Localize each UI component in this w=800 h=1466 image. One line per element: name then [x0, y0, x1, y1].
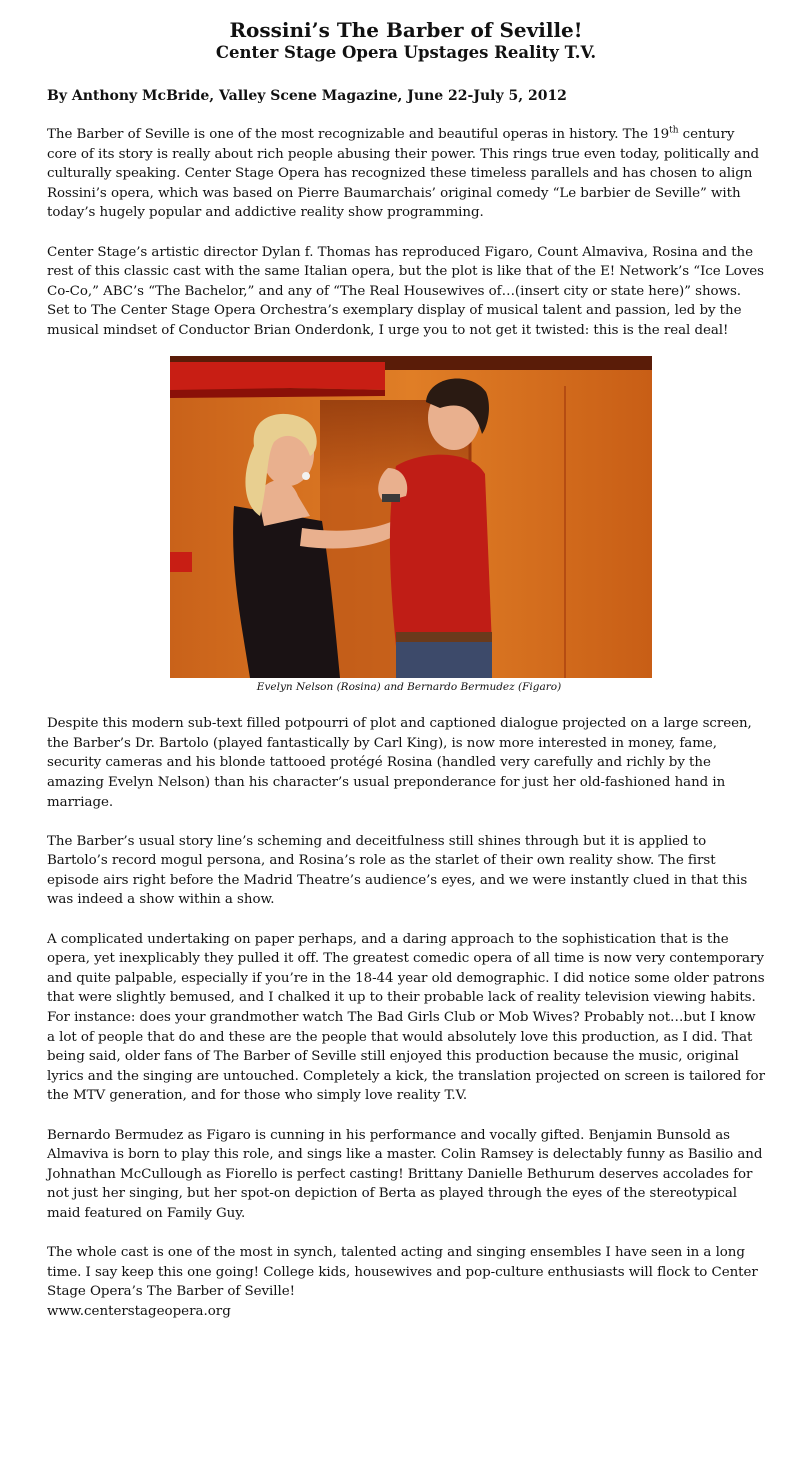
- earring: [302, 472, 310, 480]
- paragraph-2: Center Stage’s artistic director Dylan f. Thomas has reproduced Figaro, Count Almaviva, Rosina and the rest of this classic cast with the same Italian opera, but the plot is like that of the E! Network’s “Ice Loves Co-Co,” ABC’s “The Bachelor,” and any of “The Real Housewives of…(insert city or state here)” shows. Set to The Center Stage Opera Orchestra’s exemplary display of musical talent and passion, led by the musical mindset of Conductor Brian Onderdonk, I urge you to not get it twisted: this is the real deal!: [47, 244, 764, 338]
- red-panel: [170, 552, 192, 572]
- photo-caption: Evelyn Nelson (Rosina) and Bernardo Bermudez (Figaro): [256, 681, 562, 694]
- belt: [396, 632, 492, 642]
- website-link[interactable]: www.centerstageopera.org: [47, 1303, 231, 1319]
- photo-figure: [170, 356, 652, 694]
- byline: By Anthony McBride, Valley Scene Magazine, June 22-July 5, 2012: [47, 88, 567, 104]
- paragraph-7: The whole cast is one of the most in synch, talented acting and singing ensembles I have seen in a long time. I say keep this one going! College kids, housewives and pop-culture enthusiasts will flock to Center Stage Opera’s The Barber of Seville!: [47, 1245, 758, 1300]
- jeans: [396, 642, 492, 678]
- paragraph-3: Despite this modern sub-text filled potpourri of plot and captioned dialogue projected on a large screen, the Barber’s Dr. Bartolo (played fantastically by Carl King), is now more interested in money, fame, security cameras and his blonde tattooed protégé Rosina (handled very carefully and richly by the amazing Evelyn Nelson) than his character’s usual preponderance for just her old-fashioned hand in marriage.: [47, 716, 752, 810]
- wristwatch: [382, 494, 400, 502]
- paragraph-1: [47, 125, 765, 223]
- paragraph-1-start: The Barber of Seville is one of the most recognizable and beautiful operas in history. The 19: [47, 127, 670, 142]
- paragraph-6: Bernardo Bermudez as Figaro is cunning in his performance and vocally gifted. Benjamin Bunsold as Almaviva is born to play this role, and sings like a master. Colin Ramsey is delectably funny as Basilio and Johnathan McCullough as Fiorello is perfect casting! Brittany Danielle Bethurum deserves accolades for not just her singing, but her spot-on depiction of Berta as played through the eyes of the stereotypical maid featured on Family Guy.: [47, 1127, 763, 1221]
- paragraph-5: A complicated undertaking on paper perhaps, and a daring approach to the sophistication that is the opera, yet inexplicably they pulled it off. The greatest comedic opera of all time is now very contemporary and quite palpable, especially if you’re in the 18-44 year old demographic. I did notice some older patrons that were slightly bemused, and I chalked it up to their probable lack of reality television viewing habits. For instance: does your grandmother watch The Bad Girls Club or Mob Wives? Probably not…but I know a lot of people that do and these are the people that would absolutely love this production, as I did. That being said, older fans of The Barber of Seville still enjoyed this production because the music, original lyrics and the singing are untouched. Completely a kick, the translation projected on screen is tailored for the MTV generation, and for those who simply love reality T.V.: [47, 931, 765, 1104]
- ordinal-suffix: th: [669, 125, 679, 136]
- article-subtitle: Center Stage Opera Upstages Reality T.V.: [215, 43, 597, 62]
- stage-photo: [170, 356, 652, 678]
- paragraph-4: The Barber’s usual story line’s scheming and deceitfulness still shines through but it is applied to Bartolo’s record mogul persona, and Rosina’s role as the starlet of their own reality show. The first episode airs right before the Madrid Theatre’s audience’s eyes, and we were instantly clued in that this was indeed a show within a show.: [47, 833, 748, 908]
- stage-photo-illustration: [170, 356, 652, 678]
- article-title: Rossini’s The Barber of Seville!: [229, 18, 583, 42]
- article: [47, 18, 765, 1322]
- paragraph-1-end: century core of its story is really about rich people abusing their power. This rings true even today, politically and culturally speaking. Center Stage Opera has recognized these timeless parallels and has chosen to align Rossini’s opera, which was based on Pierre Baumarchais’ original comedy “Le barbier de Seville” with today’s hugely popular and addictive reality show programming.: [47, 127, 760, 221]
- red-valance: [170, 362, 385, 392]
